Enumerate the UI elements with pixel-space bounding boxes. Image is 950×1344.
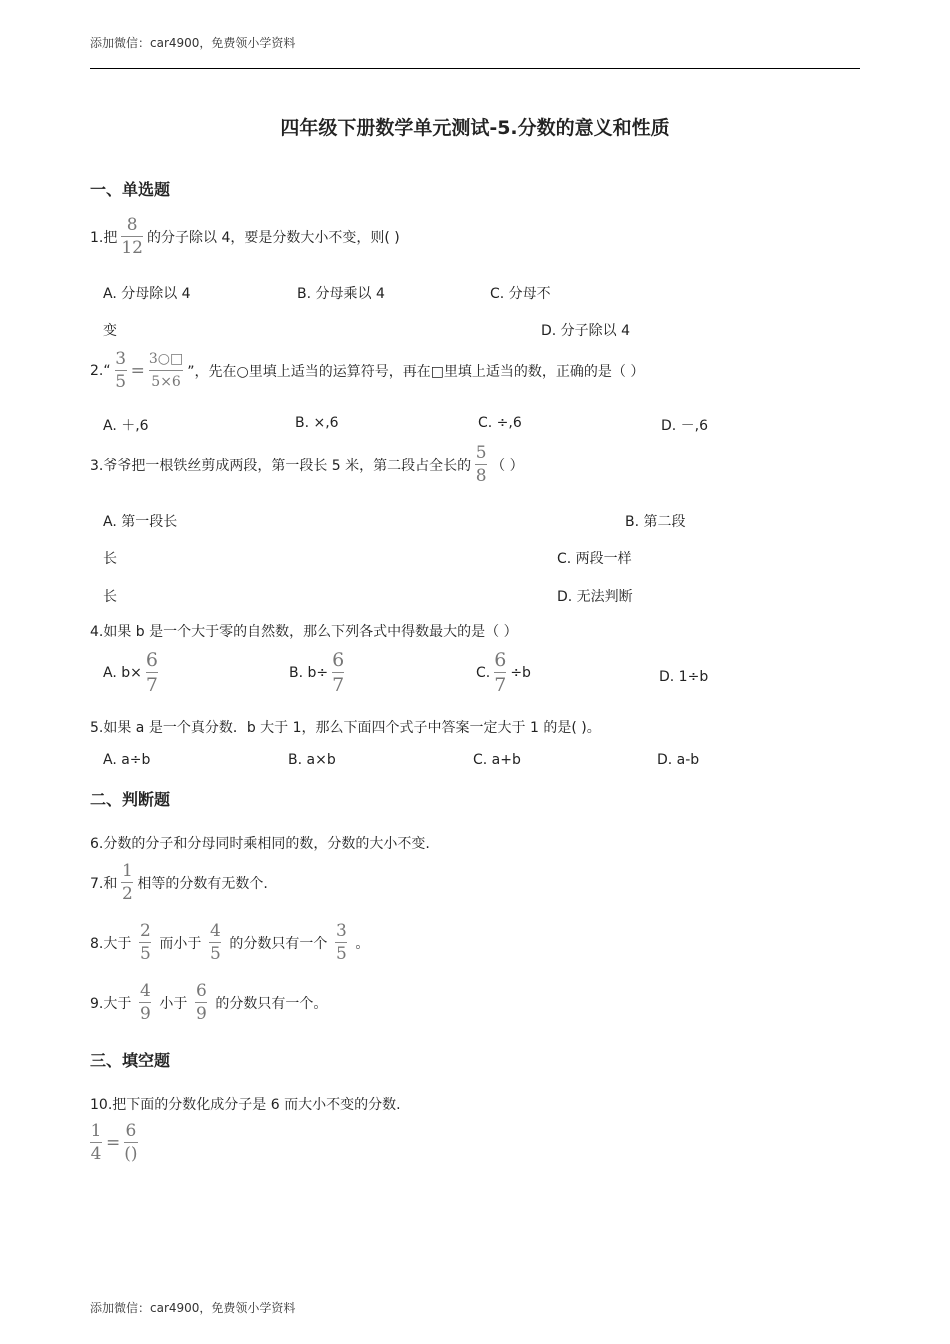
q4-option-a[interactable] (103, 650, 162, 695)
q4-option-c-suffix: ÷b (510, 664, 531, 681)
fraction-denominator: 4 (90, 1144, 102, 1164)
q2-option-d[interactable]: D. －,6 (661, 418, 709, 434)
q4-option-a-label: A. b× (103, 664, 142, 681)
q5-option-a[interactable]: A. a÷b (103, 752, 151, 768)
fraction-bar (139, 1002, 151, 1003)
fraction-denominator: 2 (121, 884, 133, 904)
question-10: 10.把下面的分数化成分子是 6 而大小不变的分数. (90, 1097, 401, 1113)
question-1 (90, 216, 400, 257)
fraction-numerator: 6 (195, 981, 207, 1001)
q2-option-b[interactable]: B. ×,6 (295, 415, 339, 431)
q8-fraction-1 (139, 922, 151, 963)
q5-option-b[interactable]: B. a×b (288, 752, 336, 768)
q4-fraction-a (146, 650, 158, 695)
q8-text-1: 而小于 (159, 935, 202, 952)
fraction-numerator: 6 (125, 1121, 137, 1141)
q9-text-1: 小于 (159, 995, 188, 1012)
fraction-numerator: 4 (209, 921, 221, 941)
fraction-denominator: 5 (335, 944, 347, 964)
q4-option-d[interactable]: D. 1÷b (659, 669, 709, 685)
fraction-numerator: 3○□ (148, 351, 184, 367)
q1-option-c[interactable]: C. 分母不 (490, 286, 551, 302)
q8-suffix: 。 (355, 935, 370, 952)
fraction-bar (149, 370, 183, 371)
q3-option-a-cont: 长 (103, 551, 117, 567)
q1-option-d[interactable]: D. 分子除以 4 (541, 323, 631, 339)
fraction-bar (195, 1002, 207, 1003)
q5-option-c[interactable]: C. a+b (473, 752, 521, 768)
fraction-bar (332, 672, 344, 673)
fraction-denominator: 7 (145, 674, 158, 696)
fraction-bar (146, 672, 158, 673)
fraction-numerator: 6 (145, 649, 158, 671)
q4-option-b-label: B. b÷ (289, 664, 329, 681)
q3-fraction (475, 444, 487, 485)
q3-option-b[interactable]: B. 第二段 (625, 514, 686, 530)
question-2 (90, 350, 644, 391)
q3-option-a[interactable]: A. 第一段长 (103, 514, 178, 530)
fraction-bar (209, 942, 221, 943)
fraction-denominator: 5 (209, 944, 221, 964)
page-title: 四年级下册数学单元测试-5.分数的意义和性质 (280, 117, 670, 139)
section-heading-fill-blank: 三、填空题 (90, 1051, 171, 1070)
q8-text-2: 的分数只有一个 (229, 935, 328, 952)
fraction-denominator: 7 (494, 674, 507, 696)
section-heading-single-choice: 一、单选题 (90, 180, 171, 199)
question-7 (90, 862, 268, 903)
q3-text: 3.爷爷把一根铁丝剪成两段，第一段长 5 米，第二段占全长的 (90, 457, 472, 474)
fraction-bar (124, 1142, 137, 1143)
fraction-numerator: 2 (139, 921, 151, 941)
q4-option-c-label: C. (476, 664, 491, 681)
q2-option-c[interactable]: C. ÷,6 (478, 415, 522, 431)
q2-option-a[interactable]: A. ＋,6 (103, 418, 149, 434)
q1-fraction (121, 216, 143, 257)
fraction-bar (335, 942, 347, 943)
q8-prefix: 8.大于 (90, 935, 132, 952)
q5-option-d[interactable]: D. a-b (657, 752, 700, 768)
q7-prefix: 7.和 (90, 875, 118, 892)
question-3 (90, 444, 524, 485)
section-heading-true-false: 二、判断题 (90, 790, 171, 809)
fraction-numerator: 8 (126, 215, 138, 235)
q8-fraction-3 (335, 922, 347, 963)
answer-blank[interactable]: () (124, 1144, 138, 1164)
page-header: 添加微信：car4900，免费领小学资料 (90, 36, 296, 50)
q2-text: ”，先在○里填上适当的运算符号，再在□里填上适当的数，正确的是（ ） (187, 363, 645, 380)
fraction-numerator: 4 (139, 981, 151, 1001)
q8-fraction-2 (209, 922, 221, 963)
fraction-bar (121, 236, 143, 237)
fraction-numerator: 5 (475, 443, 487, 463)
fraction-bar (139, 942, 151, 943)
q9-fraction-1 (139, 982, 151, 1023)
fraction-denominator: 8 (475, 466, 487, 486)
q1-option-a[interactable]: A. 分母除以 4 (103, 286, 191, 302)
fraction-bar (121, 882, 133, 883)
q1-option-b[interactable]: B. 分母乘以 4 (297, 286, 385, 302)
question-8 (90, 922, 369, 963)
q10-equals: = (106, 1132, 121, 1153)
q3-option-d[interactable]: D. 无法判断 (557, 589, 633, 605)
q2-equals: = (130, 360, 145, 381)
question-6: 6.分数的分子和分母同时乘相同的数，分数的大小不变. (90, 836, 430, 852)
q1-text: 的分子除以 4，要是分数大小不变，则( ) (147, 229, 400, 246)
q7-fraction (121, 862, 133, 903)
q10-fraction-2 (124, 1122, 137, 1163)
fraction-denominator: 7 (332, 674, 345, 696)
q4-fraction-c (494, 650, 506, 695)
q10-fraction-1 (90, 1122, 102, 1163)
fraction-denominator: 9 (139, 1004, 151, 1024)
q3-option-b-cont: 长 (103, 589, 117, 605)
fraction-bar (90, 1142, 102, 1143)
fraction-numerator: 1 (90, 1121, 102, 1141)
q2-prefix: 2.“ (90, 362, 111, 379)
q2-fraction-2 (149, 350, 183, 391)
fraction-numerator: 6 (494, 649, 507, 671)
q10-equation (86, 1122, 142, 1163)
q4-option-b[interactable] (289, 650, 348, 695)
question-4: 4.如果 b 是一个大于零的自然数，那么下列各式中得数最大的是（ ） (90, 624, 518, 640)
q1-option-c-cont: 变 (103, 323, 117, 339)
fraction-denominator: 9 (195, 1004, 207, 1024)
header-divider (90, 68, 860, 69)
fraction-bar (115, 370, 127, 371)
fraction-numerator: 1 (121, 861, 133, 881)
q4-option-c[interactable] (476, 650, 531, 695)
q2-fraction-1 (115, 350, 127, 391)
q9-fraction-2 (195, 982, 207, 1023)
fraction-bar (494, 672, 506, 673)
q9-prefix: 9.大于 (90, 995, 132, 1012)
fraction-numerator: 3 (115, 349, 127, 369)
q4-fraction-b (332, 650, 344, 695)
fraction-denominator: 5×6 (151, 374, 181, 390)
fraction-denominator: 5 (115, 372, 127, 392)
fraction-denominator: 5 (139, 944, 151, 964)
question-5: 5.如果 a 是一个真分数．b 大于 1，那么下面四个式子中答案一定大于 1 的是( )。 (90, 720, 601, 736)
q3-paren: （ ） (491, 457, 524, 474)
fraction-numerator: 6 (332, 649, 345, 671)
fraction-bar (475, 464, 487, 465)
q9-text-2: 的分数只有一个。 (215, 995, 328, 1012)
q1-prefix: 1.把 (90, 229, 118, 246)
q7-text: 相等的分数有无数个. (137, 875, 268, 892)
question-9 (90, 982, 327, 1023)
page-footer: 添加微信：car4900，免费领小学资料 (90, 1301, 296, 1315)
fraction-denominator: 12 (121, 238, 143, 258)
fraction-numerator: 3 (335, 921, 347, 941)
q3-option-c[interactable]: C. 两段一样 (557, 551, 632, 567)
